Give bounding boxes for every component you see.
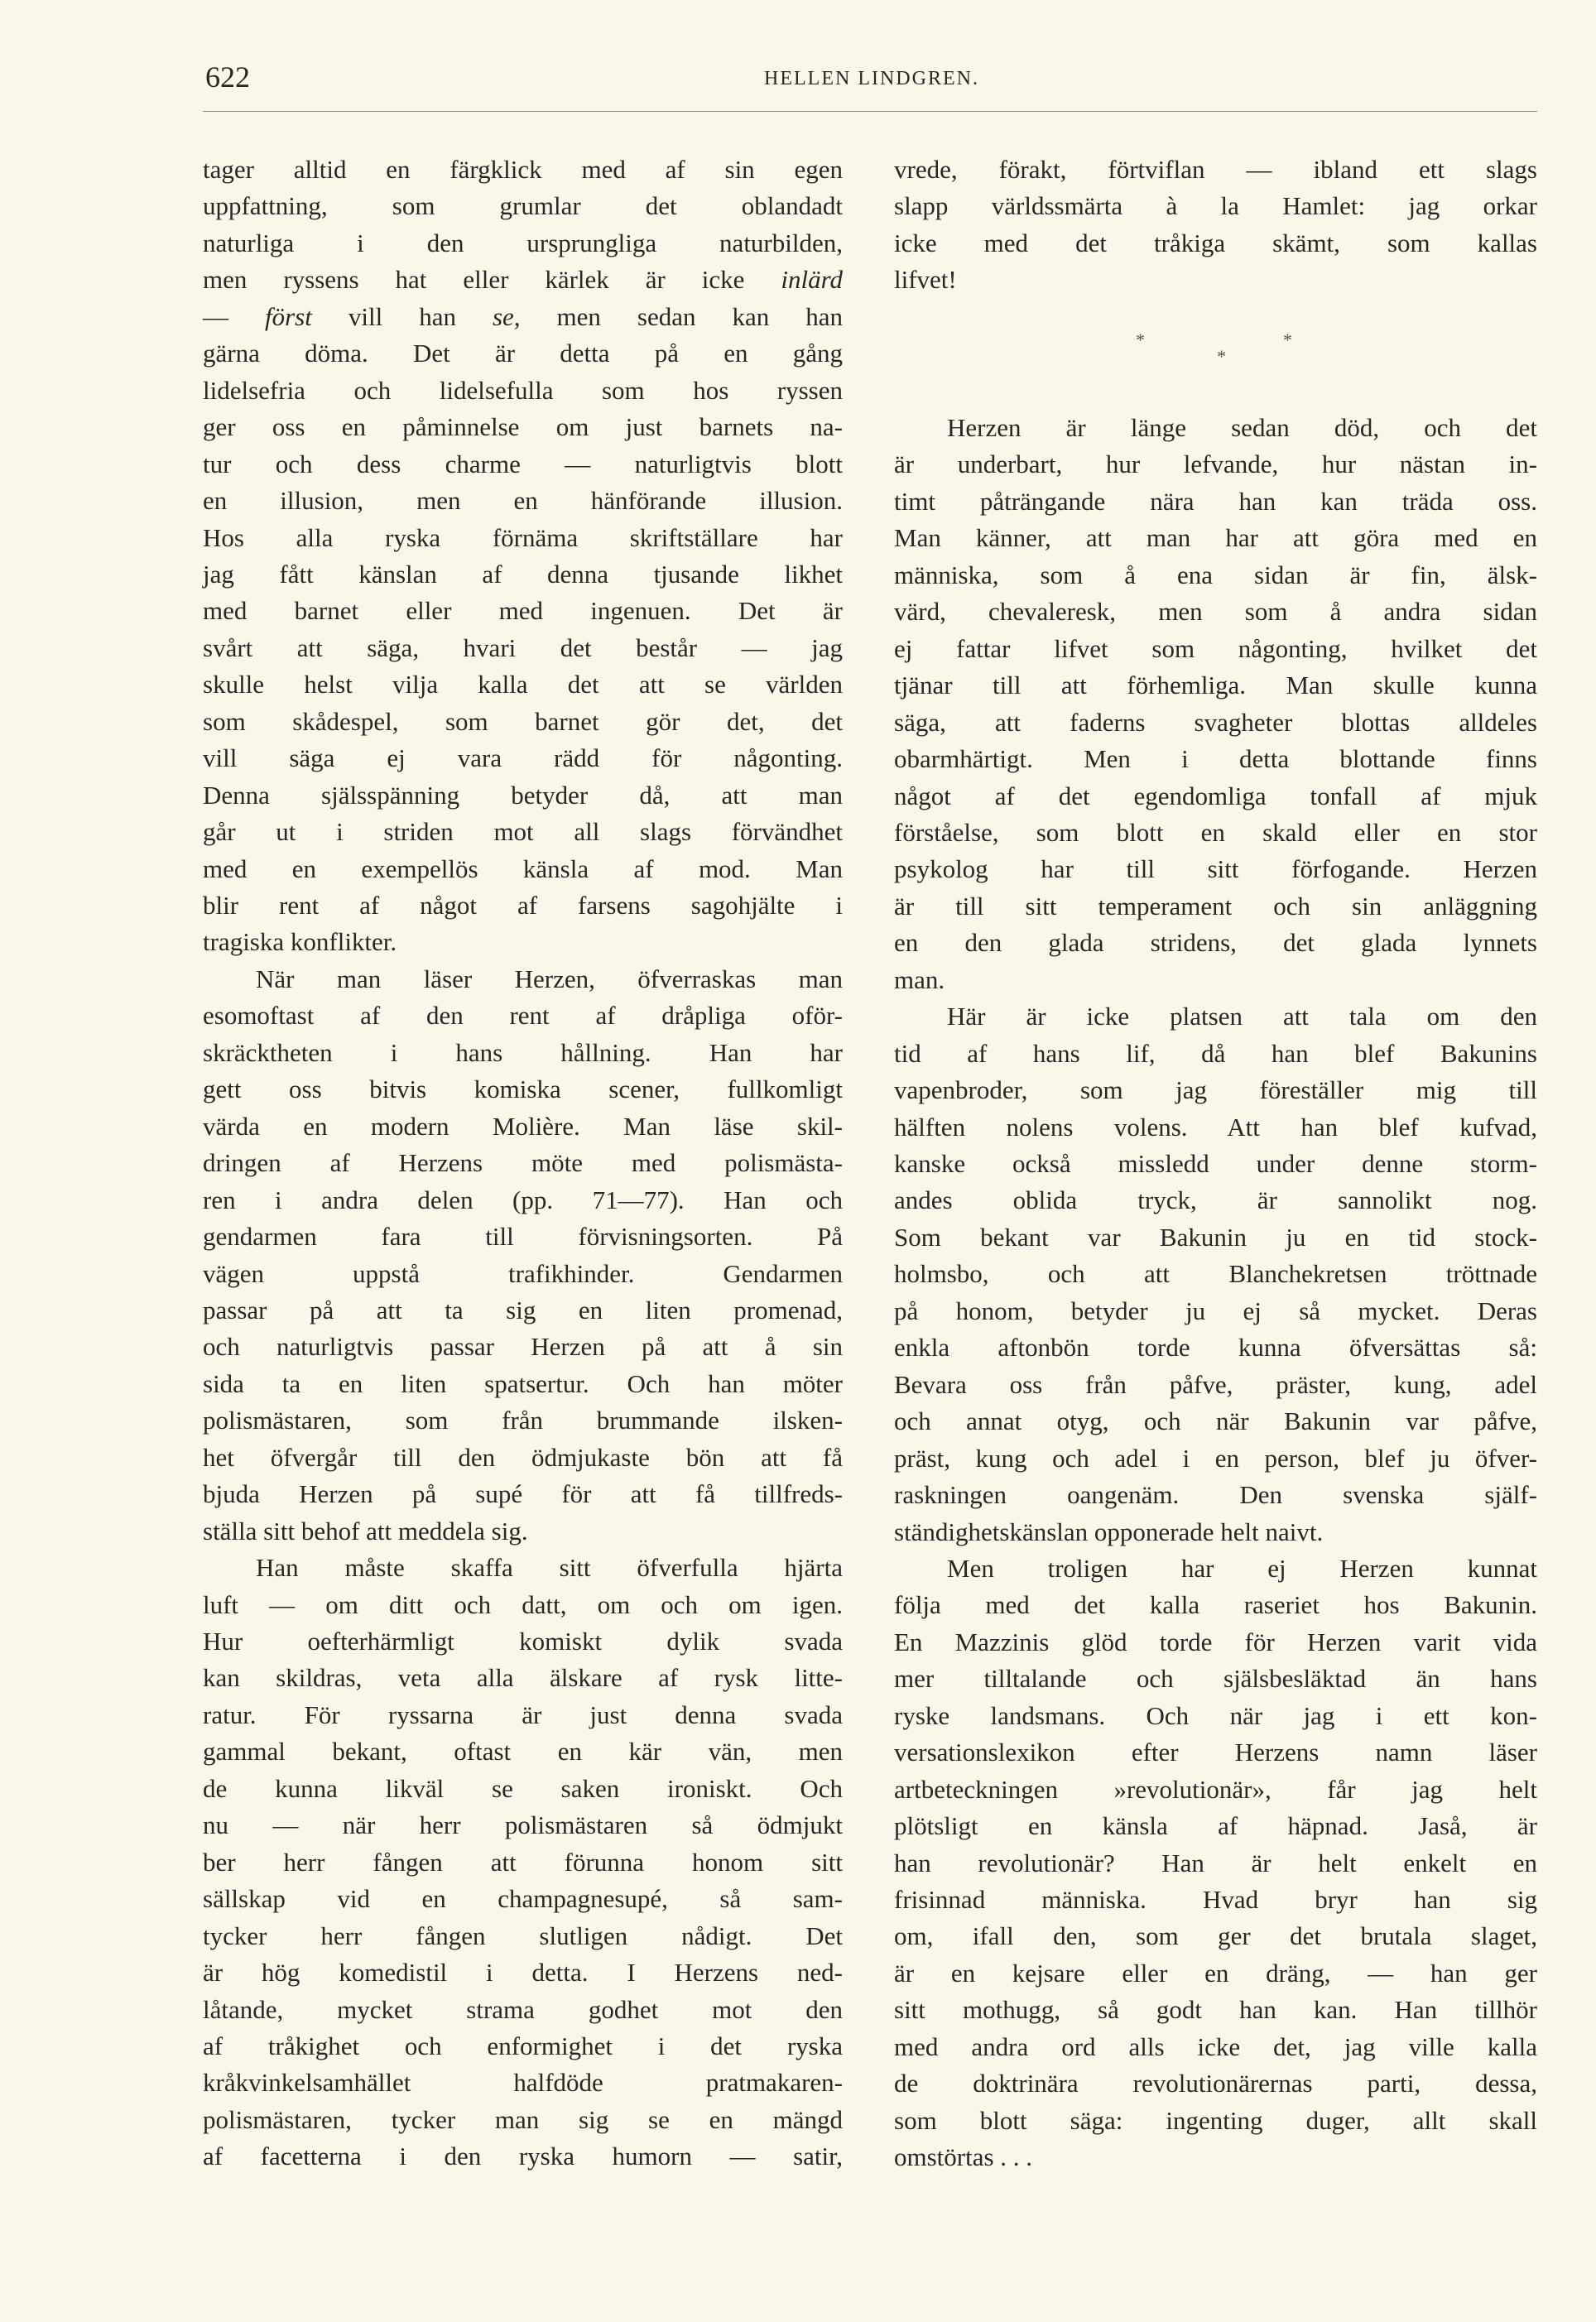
text-line: icke med det tråkiga skämt, som kallas xyxy=(894,228,1537,257)
text-line: Bevara oss från påfve, präster, kung, adel xyxy=(894,1369,1537,1399)
text-line: han revolutionär? Han är helt enkelt en xyxy=(894,1848,1537,1877)
text-line: lifvet! xyxy=(894,265,957,295)
page-number: 622 xyxy=(205,60,250,94)
text-line: När man läser Herzen, öfverraskas man xyxy=(256,964,843,993)
text-line: sitt mothugg, så godt han kan. Han tillhör xyxy=(894,1995,1537,2025)
text-line: luft — om ditt och datt, om och om igen. xyxy=(203,1589,843,1619)
text-line: polismästaren, som från brummande ilsken- xyxy=(203,1406,843,1435)
text-line: följa med det kalla raseriet hos Bakunin. xyxy=(894,1590,1537,1620)
text-line: skulle helst vilja kalla det att se världen xyxy=(203,670,843,699)
text-line: de kunna likväl se saken ironiskt. Och xyxy=(203,1773,843,1803)
text-line: går ut i striden mot all slags förvändhet xyxy=(203,817,843,847)
header-rule xyxy=(203,111,1537,112)
text-line: kråkvinkelsamhället halfdöde pratmakaren- xyxy=(203,2068,843,2098)
text-span: vill han xyxy=(311,301,493,331)
text-line: bjuda Herzen på supé för att få tillfreds- xyxy=(203,1479,843,1509)
text-line: är underbart, hur lefvande, hur nästan in- xyxy=(894,449,1537,479)
text-line: gendarmen fara till förvisningsorten. På xyxy=(203,1222,843,1252)
text-line: som skådespel, som barnet gör det, det xyxy=(203,706,843,736)
text-line: de doktrinära revolutionärernas parti, dessa, xyxy=(894,2069,1537,2098)
text-line: plötsligt en känsla af häpnad. Jaså, är xyxy=(894,1811,1537,1841)
italic-text: inlärd xyxy=(781,265,843,295)
text-line: hälften nolens volens. Att han blef kufvad, xyxy=(894,1112,1537,1142)
text-line: vill säga ej vara rädd för någonting. xyxy=(203,743,843,773)
text-line: med andra ord alls icke det, jag ville kalla xyxy=(894,2031,1537,2061)
italic-text: först xyxy=(265,301,312,331)
text-line: en illusion, men en hänförande illusion. xyxy=(203,486,843,516)
text-line: vägen uppstå trafikhinder. Gendarmen xyxy=(203,1258,843,1288)
text-line: En Mazzinis glöd torde för Herzen varit vida xyxy=(894,1627,1537,1656)
text-line: gärna döma. Det är detta på en gång xyxy=(203,339,843,368)
text-line: holmsbo, och att Blanchekretsen tröttnade xyxy=(894,1259,1537,1289)
text-line: passar på att ta sig en liten promenad, xyxy=(203,1295,843,1324)
text-line: raskningen oangenäm. Den svenska själf- xyxy=(894,1480,1537,1510)
text-line: andes oblida tryck, är sannolikt nog. xyxy=(894,1185,1537,1215)
text-span: — xyxy=(203,301,265,331)
text-line: Hur oefterhärmligt komiskt dylik svada xyxy=(203,1627,843,1656)
text-line: Som bekant var Bakunin ju en tid stock- xyxy=(894,1222,1537,1252)
text-line: het öfvergår till den ödmjukaste bön att få xyxy=(203,1442,843,1472)
text-line: och naturligtvis passar Herzen på att å sin xyxy=(203,1332,843,1362)
text-line: tid af hans lif, då han blef Bakunins xyxy=(894,1038,1537,1068)
text-line: frisinnad människa. Hvad bryr han sig xyxy=(894,1885,1537,1914)
text-line: af tråkighet och enformighet i det ryska xyxy=(203,2031,843,2060)
text-line: enkla aftonbön torde kunna öfversättas så: xyxy=(894,1333,1537,1363)
text-line: låtande, mycket strama godhet mot den xyxy=(203,1994,843,2024)
text-line: värda en modern Molière. Man läse skil- xyxy=(203,1111,843,1141)
text-line: skräcktheten i hans hållning. Han har xyxy=(203,1037,843,1067)
text-line: svårt att säga, hvari det består — jag xyxy=(203,632,843,662)
text-line: en den glada stridens, det glada lynnets xyxy=(894,928,1537,958)
text-line: som blott säga: ingenting duger, allt skall xyxy=(894,2105,1537,2135)
text-line: nu — när herr polismästaren så ödmjukt xyxy=(203,1810,843,1840)
text-line: om, ifall den, som ger det brutala slaget, xyxy=(894,1921,1537,1951)
text-line: med en exempellös känsla af mod. Man xyxy=(203,853,843,883)
text-line xyxy=(203,299,843,335)
text-line: blir rent af något af farsens sagohjälte i xyxy=(203,891,843,920)
text-line: naturliga i den ursprungliga naturbilden, xyxy=(203,228,843,257)
text-line: ratur. För ryssarna är just denna svada xyxy=(203,1699,843,1729)
text-line: präst, kung och adel i en person, blef ju öfver- xyxy=(894,1443,1537,1473)
section-separator-asterisk: * xyxy=(1283,329,1292,350)
text-line: ber herr fången att förunna honom sitt xyxy=(203,1847,843,1877)
text-line: slapp världssmärta à la Hamlet: jag orkar xyxy=(894,191,1537,221)
text-line: Här är icke platsen att tala om den xyxy=(947,1002,1537,1031)
text-line: mer tilltalande och själsbesläktad än hans xyxy=(894,1664,1537,1694)
text-line: ej fattar lifvet som någonting, hvilket det xyxy=(894,633,1537,663)
text-line: människa, som å ena sidan är fin, älsk- xyxy=(894,560,1537,589)
text-line: artbeteckningen »revolutionär», får jag helt xyxy=(894,1774,1537,1804)
text-line: obarmhärtigt. Men i detta blottande finns xyxy=(894,744,1537,774)
text-span: men ryssens hat eller kärlek är icke xyxy=(203,265,781,295)
text-line: tragiska konflikter. xyxy=(203,927,397,957)
section-separator-asterisk: * xyxy=(1217,346,1226,367)
text-line: är en kejsare eller en dräng, — han ger xyxy=(894,1958,1537,1988)
text-line: lidelsefria och lidelsefulla som hos ryssen xyxy=(203,375,843,405)
text-line: timt påträngande nära han kan träda oss. xyxy=(894,486,1537,516)
text-line: jag fått känslan af denna tjusande likhet xyxy=(203,559,843,589)
text-line: Men troligen har ej Herzen kunnat xyxy=(947,1553,1537,1583)
text-line: sällskap vid en champagnesupé, så sam- xyxy=(203,1884,843,1914)
text-line: polismästaren, tycker man sig se en mängd xyxy=(203,2104,843,2134)
text-line: på honom, betyder ju ej så mycket. Deras xyxy=(894,1296,1537,1325)
text-line: dringen af Herzens möte med polismästa- xyxy=(203,1148,843,1178)
running-head: HELLEN LINDGREN. xyxy=(764,68,979,89)
text-line: tycker herr fången slutligen nådigt. Det xyxy=(203,1921,843,1950)
text-line: förståelse, som blott en skald eller en stor xyxy=(894,817,1537,847)
text-line: är hög komedistil i detta. I Herzens ned- xyxy=(203,1958,843,1988)
text-line: något af det egendomliga tonfall af mjuk xyxy=(894,781,1537,810)
text-line: ryske landsmans. Och när jag i ett kon- xyxy=(894,1700,1537,1730)
text-line: säga, att faderns svagheter blottas alldeles xyxy=(894,707,1537,737)
text-line: är till sitt temperament och sin anläggning xyxy=(894,891,1537,921)
text-line: vrede, förakt, förtviflan — ibland ett slags xyxy=(894,155,1537,184)
section-separator-asterisk: * xyxy=(1136,329,1145,350)
text-line: uppfattning, som grumlar det oblandadt xyxy=(203,191,843,221)
text-span: men sedan kan han xyxy=(520,301,843,331)
text-line: versationslexikon efter Herzens namn läser xyxy=(894,1738,1537,1767)
text-line: ställa sitt behof att meddela sig. xyxy=(203,1516,528,1546)
text-line xyxy=(203,262,843,298)
text-line: värd, chevaleresk, men som å andra sidan xyxy=(894,597,1537,627)
text-line: gett oss bitvis komiska scener, fullkomligt xyxy=(203,1074,843,1104)
text-line: ger oss en påminnelse om just barnets na- xyxy=(203,412,843,442)
text-line: med barnet eller med ingenuen. Det är xyxy=(203,596,843,626)
text-line: af facetterna i den ryska humorn — satir, xyxy=(203,2142,843,2171)
text-line: Herzen är länge sedan död, och det xyxy=(947,413,1537,442)
text-line: man. xyxy=(894,964,945,994)
text-line: tur och dess charme — naturligtvis blott xyxy=(203,449,843,478)
text-line: Man känner, att man har att göra med en xyxy=(894,523,1537,553)
text-line: sida ta en liten spatsertur. Och han möter xyxy=(203,1368,843,1398)
italic-text: se, xyxy=(492,301,521,331)
text-line: ren i andra delen (pp. 71—77). Han och xyxy=(203,1185,843,1214)
text-line: tager alltid en färgklick med af sin egen xyxy=(203,155,843,184)
text-line: psykolog har till sitt förfogande. Herzen xyxy=(894,854,1537,884)
text-line: kanske också missledd under denne storm- xyxy=(894,1149,1537,1178)
text-line: ständighetskänslan opponerade helt naivt. xyxy=(894,1517,1324,1546)
text-line: och annat otyg, och när Bakunin var påfve, xyxy=(894,1406,1537,1436)
text-line: omstörtas . . . xyxy=(894,2142,1033,2172)
text-line: vapenbroder, som jag föreställer mig till xyxy=(894,1075,1537,1105)
text-line: Hos alla ryska förnäma skriftställare har xyxy=(203,522,843,552)
text-line: tjänar till att förhemliga. Man skulle kunna xyxy=(894,671,1537,700)
text-line: Han måste skaffa sitt öfverfulla hjärta xyxy=(256,1553,843,1583)
text-line: kan skildras, veta alla älskare af rysk litte- xyxy=(203,1663,843,1693)
text-line: gammal bekant, oftast en kär vän, men xyxy=(203,1737,843,1767)
text-line: Denna själsspänning betyder då, att man xyxy=(203,780,843,810)
text-line: esomoftast af den rent af dråpliga oför- xyxy=(203,1001,843,1031)
